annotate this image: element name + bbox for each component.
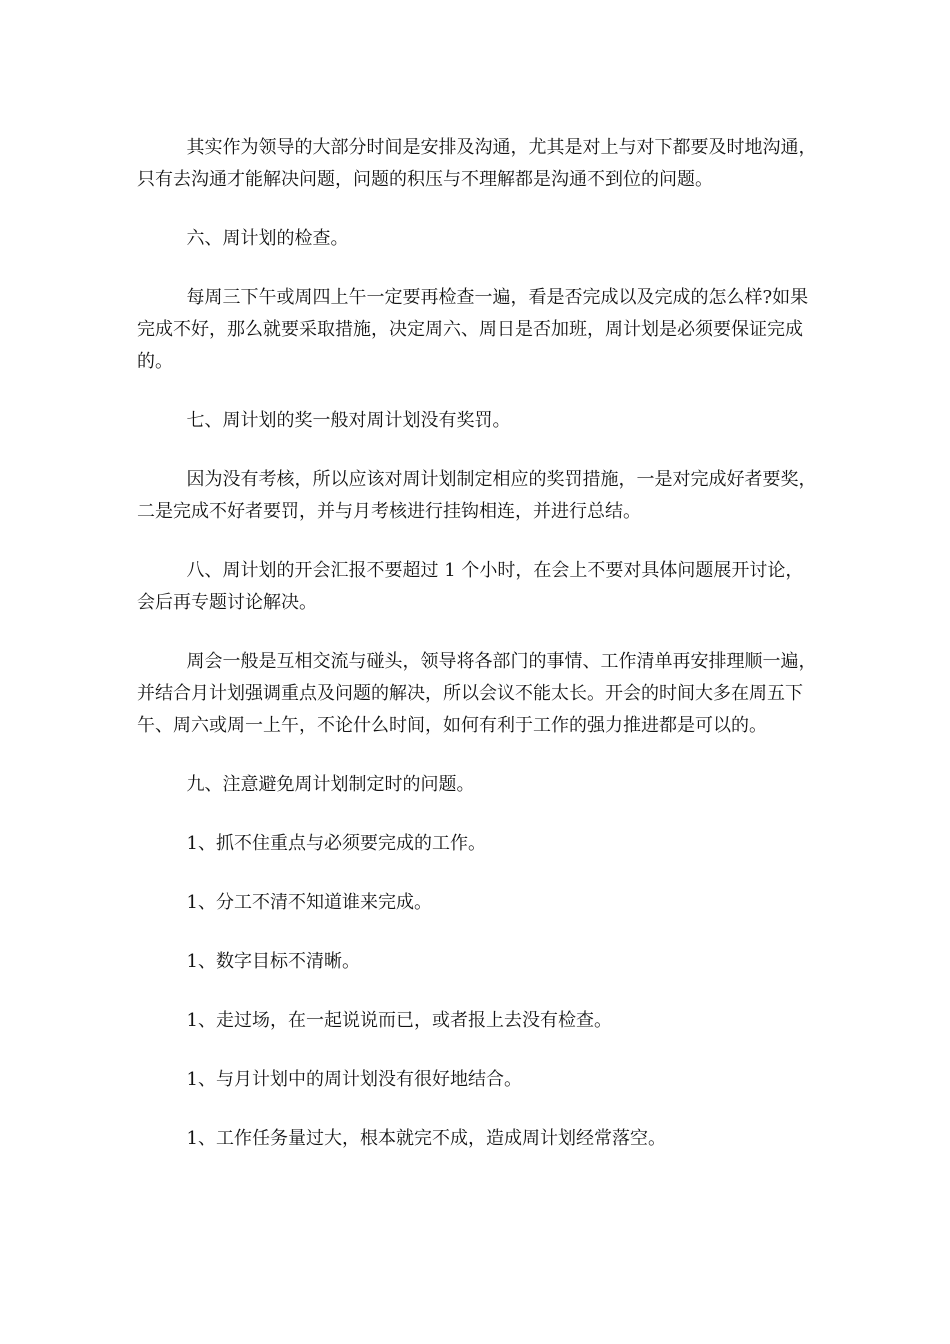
- list-item-problem-1: 1、抓不住重点与必须要完成的工作。: [186, 833, 486, 854]
- paragraph-weekly-meeting: 周会一般是互相交流与碰头，领导将各部门的事情、工作清单再安排理顺一遍，并结合月计划强调重点及问题的解决，所以会议不能太长。开会的时间大多在周五下午、周六或周一上午，不论什么时间，如何有利于工作的强力推进都是可以的。: [137, 651, 817, 736]
- paragraph-assessment: 因为没有考核，所以应该对周计划制定相应的奖罚措施，一是对完成好者要奖，二是完成不好者要罚，并与月考核进行挂钩相连，并进行总结。: [137, 469, 817, 522]
- list-item-problem-2: 1、分工不清不知道谁来完成。: [186, 892, 432, 913]
- list-item-problem-5: 1、与月计划中的周计划没有很好地结合。: [186, 1069, 522, 1090]
- heading-meeting-report: 八、周计划的开会汇报不要超过 1 个小时，在会上不要对具体问题展开讨论，会后再专题讨论解决。: [137, 560, 804, 613]
- document-body: [137, 132, 817, 1182]
- list-item-problem-3: 1、数字目标不清晰。: [186, 951, 360, 972]
- list-item-problem-4: 1、走过场，在一起说说而已，或者报上去没有检查。: [186, 1010, 612, 1031]
- heading-weekly-plan-check: 六、周计划的检查。: [186, 228, 349, 249]
- paragraph-communication: 其实作为领导的大部分时间是安排及沟通，尤其是对上与对下都要及时地沟通，只有去沟通才能解决问题，问题的积压与不理解都是沟通不到位的问题。: [137, 137, 817, 190]
- list-item-problem-6: 1、工作任务量过大，根本就完不成，造成周计划经常落空。: [186, 1128, 666, 1149]
- paragraph-midweek-check: 每周三下午或周四上午一定要再检查一遍，看是否完成以及完成的怎么样?如果完成不好，那么就要采取措施，决定周六、周日是否加班，周计划是必须要保证完成的。: [137, 287, 809, 372]
- heading-reward-penalty: 七、周计划的奖一般对周计划没有奖罚。: [186, 410, 511, 431]
- heading-avoid-problems: 九、注意避免周计划制定时的问题。: [186, 774, 475, 795]
